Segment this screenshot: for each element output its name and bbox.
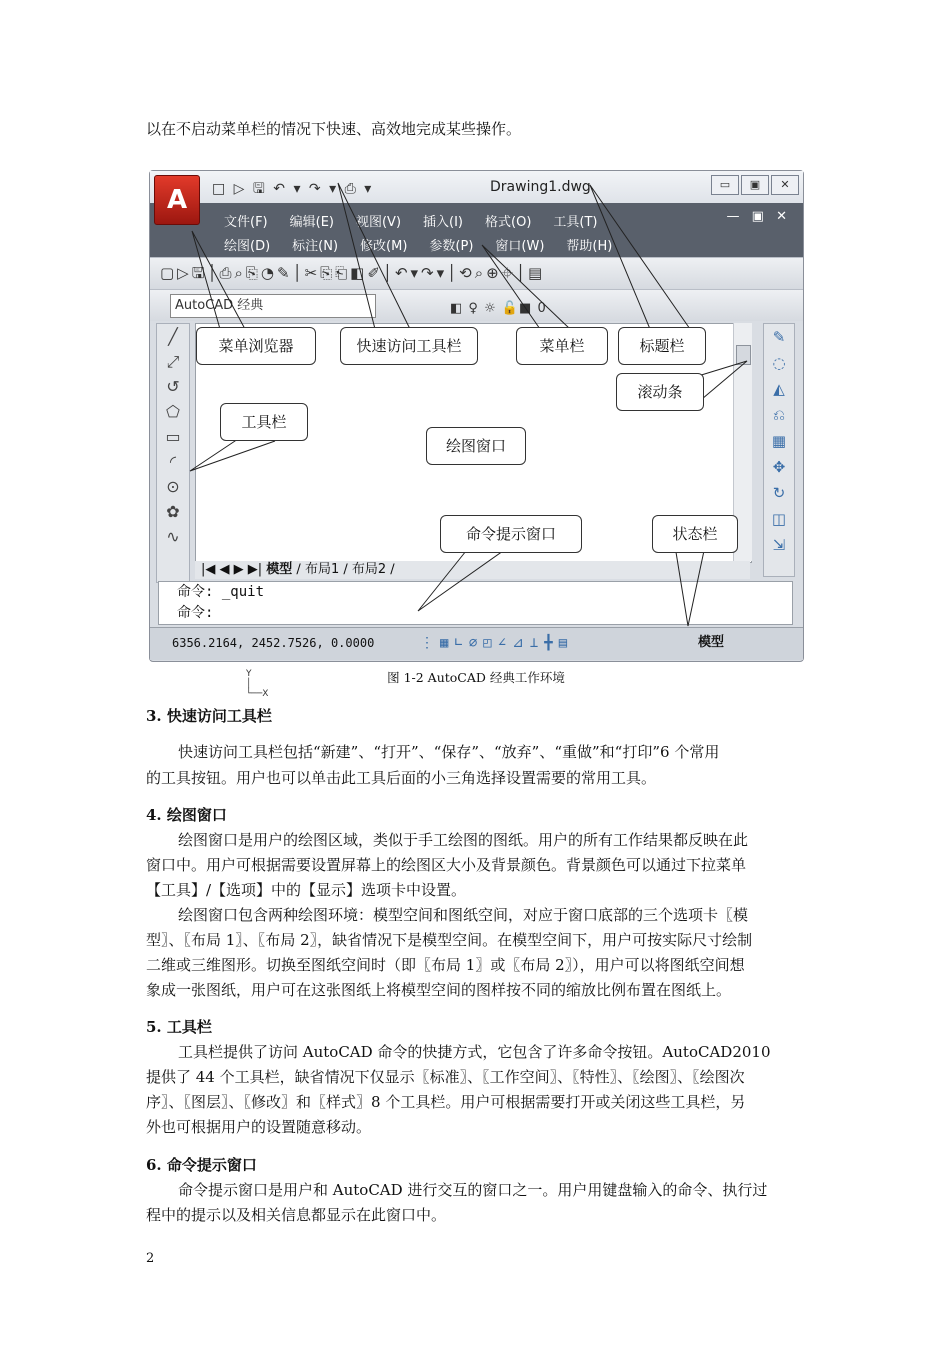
coordinate-readout: 6356.2164, 2452.7526, 0.0000 — [172, 636, 375, 650]
menu-parametric[interactable]: 参数(P) — [429, 239, 474, 254]
page-number: 2 — [146, 1251, 155, 1266]
command-history-line: 命令: _quit — [177, 584, 265, 600]
paragraph-line: 的工具按钮。用户也可以单击此工具后面的小三角选择设置需要的常用工具。 — [146, 769, 657, 787]
ucs-icon: Y │ └──X — [246, 669, 269, 699]
title-bar — [150, 171, 803, 203]
paragraph-line: 窗口中。用户可根据需要设置屏幕上的绘图区大小及背景颜色。背景颜色可以通过下拉菜单 — [146, 856, 747, 874]
minimize-button[interactable]: ▭ — [711, 175, 739, 195]
window-title: Drawing1.dwg — [490, 179, 591, 195]
status-bar — [150, 627, 803, 660]
modify-toolbar[interactable]: ✎ ◌ ◭ ⎌ ▦ ✥ ↻ ◫ ⇲ — [763, 323, 795, 577]
menu-insert[interactable]: 插入(I) — [423, 215, 464, 230]
callout-menubar: 菜单栏 — [516, 327, 608, 365]
workspace-select[interactable]: AutoCAD 经典 — [170, 294, 376, 318]
paragraph-line: 命令提示窗口是用户和 AutoCAD 进行交互的窗口之一。用户用键盘输入的命令、执行过 — [178, 1181, 768, 1199]
menu-file[interactable]: 文件(F) — [224, 215, 268, 230]
paragraph-line: 绘图窗口是用户的绘图区域，类似于手工绘图的图纸。用户的所有工作结果都反映在此 — [178, 831, 749, 849]
callout-titlebar: 标题栏 — [618, 327, 706, 365]
figure-caption: 图 1-2 AutoCAD 经典工作环境 — [387, 670, 565, 685]
layout-tabs: |◀ ◀ ▶ ▶| 模型 ∕ 布局1 ∕ 布局2 ∕ — [195, 561, 750, 579]
layer-control[interactable]: ◧ ♀ ☼ 🔓■ 0 — [450, 301, 547, 316]
standard-toolbar[interactable]: ▢▷🖫│⎙⌕⎘◔✎│✂⎘⎗◧✐│↶▾↷▾│⟲⌕⊕⌖│▤ — [150, 257, 803, 289]
callout-command-window: 命令提示窗口 — [440, 515, 582, 553]
model-toggle[interactable]: 模型 — [698, 635, 725, 650]
paragraph-line: 型〗、〖布局 1〗、〖布局 2〗，缺省情况下是模型空间。在模型空间下，用户可按实际尺寸绘制 — [146, 931, 753, 949]
callout-quick-access: 快速访问工具栏 — [340, 327, 478, 365]
ucs-x-label: X — [262, 689, 269, 699]
paragraph-line: 序〗、〖图层〗、〖修改〗和〖样式〗8 个工具栏。用户可根据需要打开或关闭这些工具栏，另 — [146, 1093, 746, 1111]
layer-name: 0 — [537, 301, 547, 316]
maximize-button[interactable]: ▣ — [741, 175, 769, 195]
menu-bar — [150, 203, 803, 257]
callout-drawing-window: 绘图窗口 — [426, 427, 526, 465]
intro-line: 以在不启动菜单栏的情况下快速、高效地完成某些操作。 — [146, 120, 522, 138]
menu-edit[interactable]: 编辑(E) — [289, 215, 334, 230]
paragraph-line: 程中的提示以及相关信息都显示在此窗口中。 — [146, 1206, 447, 1224]
quick-access-toolbar[interactable]: □ ▷ 🖫 ↶ ▾ ↷ ▾ ⎙ ▾ — [212, 181, 374, 197]
paragraph-line: 工具栏提供了访问 AutoCAD 命令的快捷方式，它包含了许多命令按钮。AutoCAD2010 — [178, 1043, 771, 1061]
menu-window[interactable]: 窗口(W) — [495, 239, 545, 254]
menu-view[interactable]: 视图(V) — [355, 215, 402, 230]
paragraph-line: 快速访问工具栏包括“新建”、“打开”、“保存”、“放弃”、“重做”和“打印”6 个常用 — [178, 743, 720, 761]
menu-modify[interactable]: 修改(M) — [360, 239, 408, 254]
callout-status-bar: 状态栏 — [652, 515, 738, 553]
menu-tools[interactable]: 工具(T) — [553, 215, 598, 230]
menu-format[interactable]: 格式(O) — [485, 215, 532, 230]
callout-toolbar: 工具栏 — [220, 403, 308, 441]
mdi-controls[interactable]: — ▣ ✕ — [726, 209, 791, 224]
draw-toolbar[interactable]: ╱ ⤢ ↺ ⬠ ▭ ◜ ⊙ ✿ ∿ — [156, 323, 190, 583]
scroll-thumb[interactable] — [736, 345, 751, 365]
paragraph-line: 绘图窗口包含两种绘图环境：模型空间和图纸空间，对应于窗口底部的三个选项卡〖模 — [178, 906, 749, 924]
callout-menu-browser: 菜单浏览器 — [196, 327, 316, 365]
section-5-title: 5. 工具栏 — [146, 1018, 212, 1036]
close-button[interactable]: ✕ — [771, 175, 799, 195]
tab-model[interactable]: 模型 — [266, 562, 293, 577]
paragraph-line: 外也可根据用户的设置随意移动。 — [146, 1118, 372, 1136]
callout-scrollbar: 滚动条 — [616, 373, 704, 411]
workspace-toolbar — [150, 289, 803, 321]
command-input-line[interactable]: 命令: — [177, 605, 214, 621]
tab-layout2[interactable]: 布局2 — [351, 562, 387, 577]
section-3-title: 3. 快速访问工具栏 — [146, 707, 272, 725]
section-4-title: 4. 绘图窗口 — [146, 806, 227, 824]
drafting-toggles[interactable]: ⋮▦∟⌀◰∠⊿⊥╋▤ — [420, 635, 574, 651]
menu-dimension[interactable]: 标注(N) — [292, 239, 339, 254]
menu-draw[interactable]: 绘图(D) — [224, 239, 271, 254]
window-controls — [709, 173, 799, 195]
menu-help[interactable]: 帮助(H) — [566, 239, 613, 254]
command-window[interactable] — [158, 581, 793, 625]
paragraph-line: 二维或三维图形。切换至图纸空间时（即〖布局 1〗或〖布局 2〗），用户可以将图纸空间想 — [146, 956, 745, 974]
paragraph-line: 提供了 44 个工具栏，缺省情况下仅显示〖标准〗、〖工作空间〗、〖特性〗、〖绘图〗、〖绘图次 — [146, 1068, 745, 1086]
paragraph-line: 【工具】/【选项】中的【显示】选项卡中设置。 — [146, 881, 467, 899]
paragraph-line: 象成一张图纸，用户可在这张图纸上将模型空间的图样按不同的缩放比例布置在图纸上。 — [146, 981, 732, 999]
section-6-title: 6. 命令提示窗口 — [146, 1156, 257, 1174]
ucs-y-label: Y — [246, 669, 252, 679]
tab-layout1[interactable]: 布局1 — [304, 562, 340, 577]
menu-browser-button[interactable]: A — [154, 175, 200, 225]
